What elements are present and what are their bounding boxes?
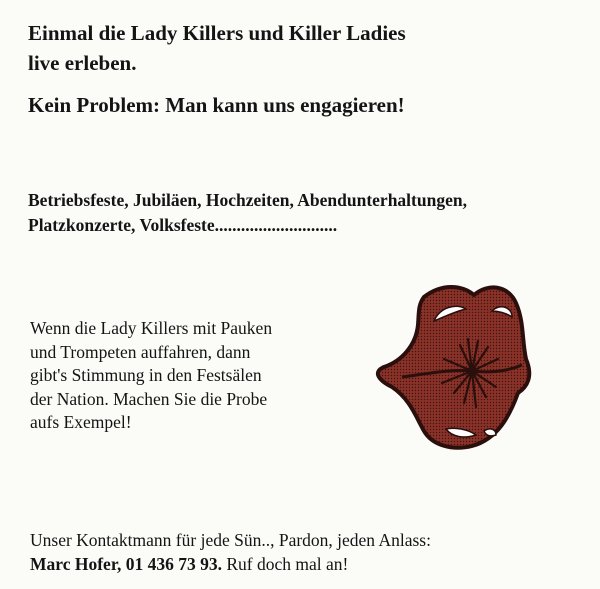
contact-details: [30, 552, 590, 576]
headline-line-2: live erleben.: [28, 51, 137, 75]
occasions-list: [28, 188, 588, 238]
body-line-4: der Nation. Machen Sie die Probe: [30, 388, 268, 409]
contact-intro: Unser Kontaktmann für jede Sün.., Pardon, jeden Anlass:: [30, 530, 431, 550]
lower-highlight-right: [484, 429, 496, 436]
headline-line-1: Einmal die Lady Killers und Killer Ladies: [28, 21, 406, 45]
body-line-3: gibt's Stimmung in den Festsälen: [30, 365, 262, 385]
occasions-line-1: Betriebsfeste, Jubiläen, Hochzeiten, Abendunterhaltungen,: [28, 190, 467, 210]
headline: [28, 18, 568, 78]
body-paragraph: [30, 317, 328, 435]
body-line-5: aufs Exempel!: [30, 412, 132, 432]
contact-block: [30, 528, 590, 576]
contact-outro: Ruf doch mal an!: [221, 554, 349, 574]
lips-illustration: [372, 281, 542, 453]
occasions-line-2: Platzkonzerte, Volksfeste............................: [28, 215, 338, 235]
subheadline: Kein Problem: Man kann uns engagieren!: [28, 93, 405, 117]
body-line-1: Wenn die Lady Killers mit Pauken: [30, 318, 273, 338]
center-dot: [467, 366, 477, 376]
body-line-2: und Trompeten auffahren, dann: [30, 341, 251, 362]
contact-name-phone: Marc Hofer, 01 436 73 93.: [30, 554, 222, 574]
